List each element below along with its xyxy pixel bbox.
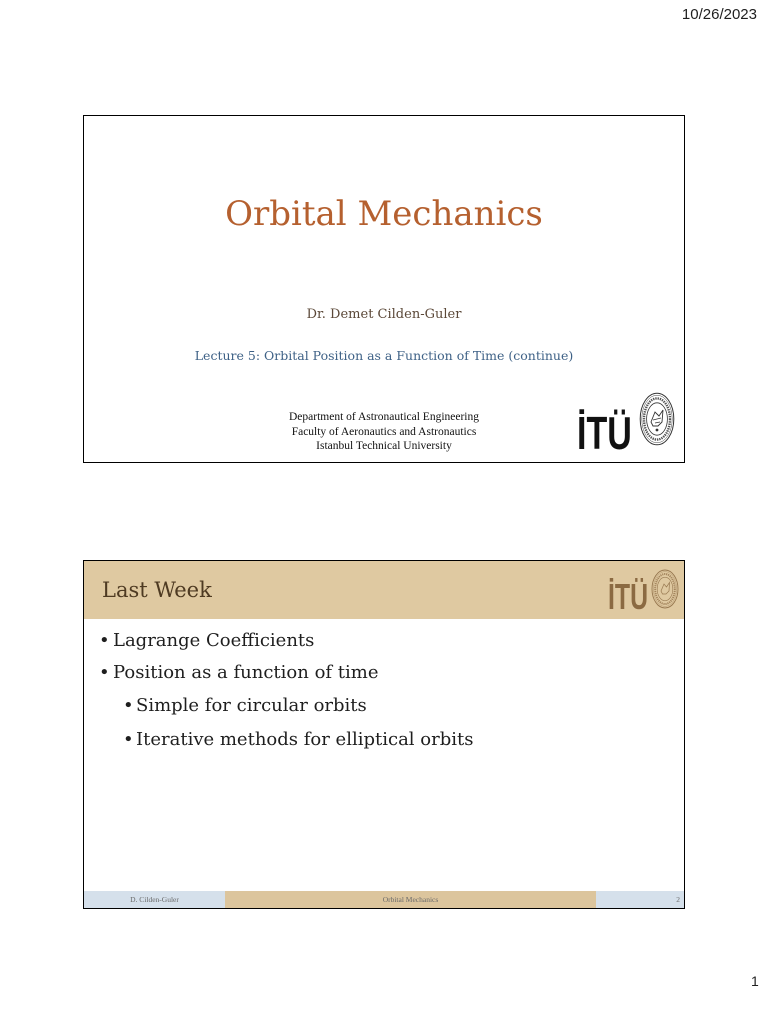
- slide-header-bar: [84, 561, 684, 619]
- sub-bullet-item: [84, 729, 684, 751]
- footer-slide-number: 2: [596, 891, 684, 908]
- bullet-marker: •: [99, 662, 110, 683]
- bullet-item: [84, 662, 684, 684]
- bullet-text: Lagrange Coefficients: [113, 630, 315, 651]
- footer-course-title: Orbital Mechanics: [225, 891, 596, 908]
- sub-bullet-item: [84, 695, 684, 717]
- itu-logo: İTÜ: [608, 576, 649, 617]
- bullet-text: Simple for circular orbits: [136, 695, 367, 716]
- author-name: Dr. Demet Cilden-Guler: [306, 307, 462, 322]
- affiliation-faculty: Faculty of Aeronautics and Astronautics: [291, 425, 477, 438]
- bullet-text: Position as a function of time: [113, 662, 379, 683]
- footer-author: D. Cilden-Guler: [84, 891, 225, 908]
- slide-title: Orbital Mechanics: [225, 194, 543, 234]
- university-seal-icon: [639, 392, 675, 446]
- bullet-marker: •: [123, 729, 134, 750]
- print-date: 10/26/2023: [681, 6, 757, 23]
- slide-title: Last Week: [102, 578, 212, 602]
- bullet-text: Iterative methods for elliptical orbits: [136, 729, 474, 750]
- bullet-marker: •: [99, 630, 110, 651]
- content-slide: [83, 560, 685, 909]
- lecture-subtitle: Lecture 5: Orbital Position as a Function of Time (continue): [194, 348, 574, 363]
- itu-logo: İTÜ: [577, 407, 632, 459]
- university-seal-icon: [651, 569, 679, 609]
- page-number: 1: [751, 973, 759, 989]
- title-slide: [83, 115, 685, 463]
- slide-footer: [84, 891, 684, 908]
- affiliation-department: Department of Astronautical Engineering: [288, 411, 479, 423]
- affiliation-university: Istanbul Technical University: [316, 440, 452, 452]
- bullet-marker: •: [123, 695, 134, 716]
- bullet-item: [84, 630, 684, 652]
